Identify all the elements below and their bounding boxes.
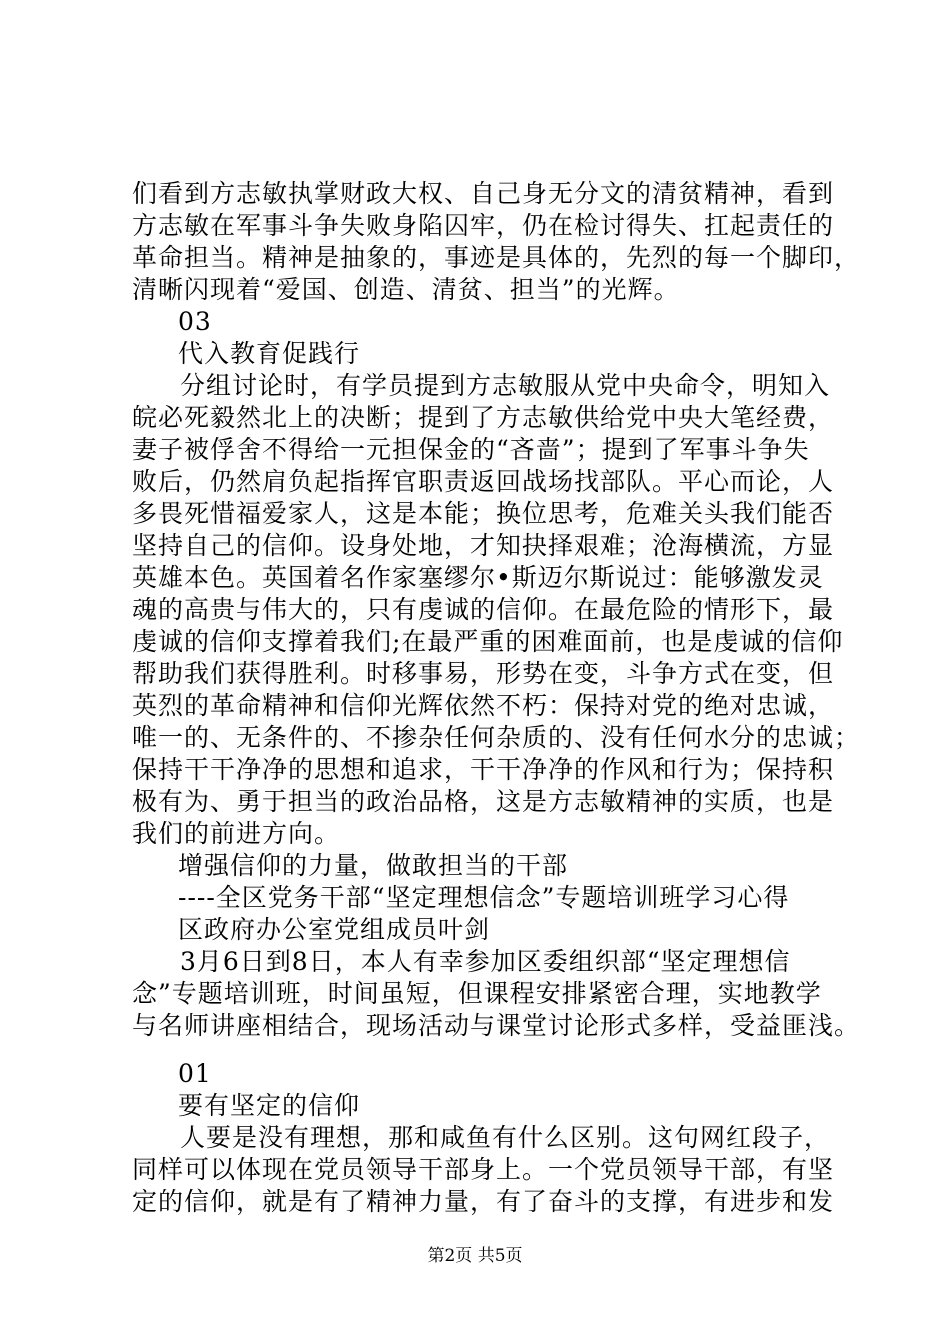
section-heading: 要有坚定的信仰 [178, 1091, 361, 1120]
body-line: 清晰闪现着“爱国、创造、清贫、担当”的光辉。 [132, 275, 680, 304]
body-line: 坚持自己的信仰。设身处地，才知抉择艰难；沧海横流，方显 [132, 531, 835, 560]
body-line: 唯一的、无条件的、不掺杂任何杂质的、没有任何水分的忠诚； [132, 723, 861, 752]
body-line: 帮助我们获得胜利。时移事易，形势在变，斗争方式在变，但 [132, 659, 835, 688]
author-line: 区政府办公室党组成员叶剑 [178, 915, 491, 944]
body-line: 们看到方志敏执掌财政大权、自己身无分文的清贫精神，看到 [132, 179, 835, 208]
body-line: 虔诚的信仰支撑着我们;在最严重的困难面前，也是虔诚的信仰 [132, 627, 844, 656]
section-number: 01 [178, 1059, 212, 1088]
body-line: 定的信仰，就是有了精神力量，有了奋斗的支撑，有进步和发 [132, 1187, 835, 1216]
body-line: 魂的高贵与伟大的，只有虔诚的信仰。在最危险的情形下，最 [132, 595, 835, 624]
body-line: 败后，仍然肩负起指挥官职责返回战场找部队。平心而论，人 [132, 467, 835, 496]
body-line: 多畏死惜福爱家人，这是本能；换位思考，危难关头我们能否 [132, 499, 835, 528]
section-number: 03 [178, 307, 212, 336]
section-heading: 代入教育促践行 [178, 339, 361, 368]
article-subtitle: ----全区党务干部“坚定理想信念”专题培训班学习心得 [178, 883, 790, 912]
paragraph-first-line: 人要是没有理想，那和咸鱼有什么区别。这句网红段子， [180, 1123, 831, 1152]
body-line: 方志敏在军事斗争失败身陷囚牢，仍在检讨得失、扛起责任的 [132, 211, 835, 240]
paragraph-first-line: 3月6日到8日，本人有幸参加区委组织部“坚定理想信 [180, 947, 791, 976]
body-line: 英烈的革命精神和信仰光辉依然不朽：保持对党的绝对忠诚， [132, 691, 835, 720]
page-footer: 第2页 共5页 [427, 1246, 523, 1266]
body-line: 皖必死毅然北上的决断；提到了方志敏供给党中央大笔经费， [132, 403, 835, 432]
body-line: 念”专题培训班，时间虽短，但课程安排紧密合理，实地教学 [132, 979, 822, 1008]
body-line: 极有为、勇于担当的政治品格，这是方志敏精神的实质，也是 [132, 787, 835, 816]
body-line: 保持干干净净的思想和追求，干干净净的作风和行为；保持积 [132, 755, 835, 784]
body-line: 英雄本色。英国着名作家塞缪尔•斯迈尔斯说过：能够激发灵 [132, 563, 824, 592]
body-line: 我们的前进方向。 [132, 819, 341, 848]
body-line: 妻子被俘舍不得给一元担保金的“吝啬”；提到了军事斗争失 [132, 435, 810, 464]
body-line: 与名师讲座相结合，现场活动与课堂讨论形式多样，受益匪浅。 [132, 1011, 861, 1040]
article-title: 增强信仰的力量，做敢担当的干部 [178, 851, 569, 880]
body-line: 革命担当。精神是抽象的，事迹是具体的，先烈的每一个脚印， [132, 243, 861, 272]
paragraph-first-line: 分组讨论时，有学员提到方志敏服从党中央命令，明知入 [180, 371, 831, 400]
body-line: 同样可以体现在党员领导干部身上。一个党员领导干部，有坚 [132, 1155, 835, 1184]
